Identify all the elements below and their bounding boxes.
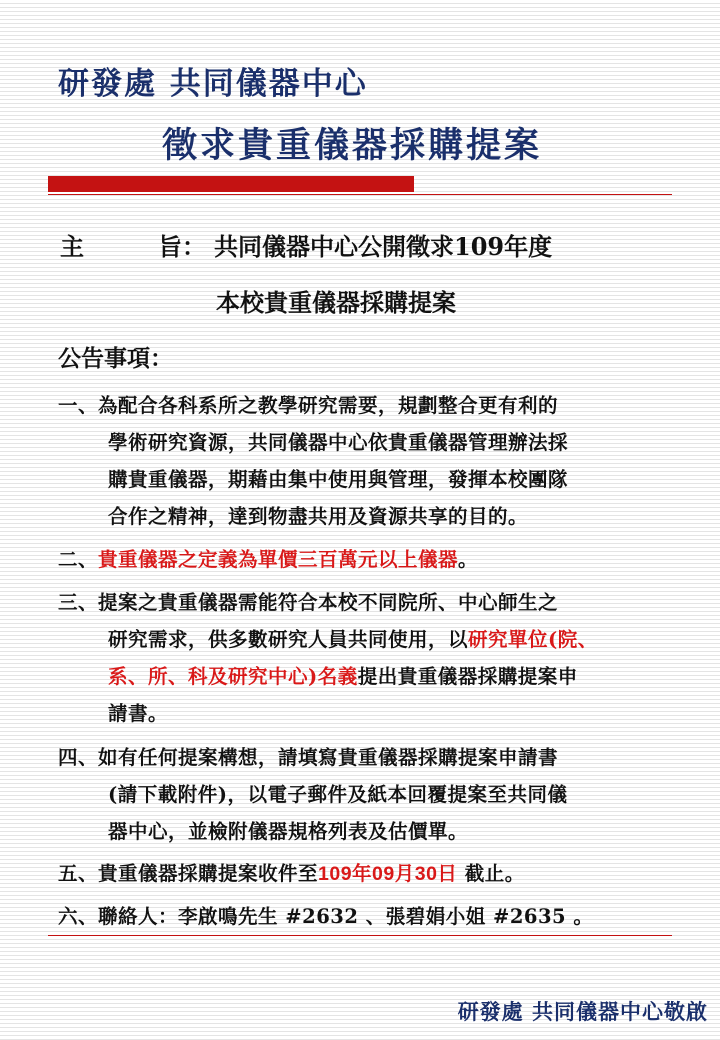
- item3-line3-text: 提出貴重儀器採購提案申: [357, 665, 578, 688]
- item1-line2: 學術研究資源，共同儀器中心依貴重儀器管理辦法採: [108, 431, 569, 454]
- item4-line3: 器中心，並檢附儀器規格列表及估價單。: [108, 820, 469, 843]
- item2-prefix: 二、: [58, 548, 99, 571]
- item2-highlight: 貴重儀器之定義為單價三百萬元以上儀器: [98, 548, 459, 571]
- divider-bottom: [48, 935, 672, 936]
- item4-line2: (請下載附件)，以電子郵件及紙本回覆提案至共同儀: [108, 783, 568, 806]
- accent-red-bar: [48, 176, 414, 192]
- header-title-line1: 研發處 共同儀器中心: [58, 66, 368, 102]
- item1-line4: 合作之精神，達到物盡共用及資源共享的目的。: [108, 505, 529, 528]
- subject-line2: 本校貴重儀器採購提案: [216, 288, 456, 317]
- item5-prefix: 五、貴重儀器採購提案收件至: [58, 862, 319, 885]
- item2-line1: [58, 544, 478, 572]
- item1-line1: 一、為配合各科系所之教學研究需要，規劃整合更有利的: [58, 394, 559, 417]
- subject-line1: 共同儀器中心公開徵求109年度: [214, 232, 553, 261]
- item5-deadline: 109年09月30日: [318, 863, 458, 885]
- subject-label-b: 旨：: [158, 232, 206, 261]
- item3-line4: 請書。: [108, 702, 169, 725]
- item3-line2-highlight: 研究單位(院、: [468, 628, 598, 651]
- item3-line2-text: 研究需求，供多數研究人員共同使用，以: [108, 628, 469, 651]
- item3-line2: [108, 624, 598, 652]
- signature: 研發處 共同儀器中心敬啟: [457, 999, 708, 1024]
- header-title-line2: 徵求貴重儀器採購提案: [162, 125, 543, 166]
- item2-suffix: 。: [458, 548, 479, 571]
- item1-line3: 購貴重儀器，期藉由集中使用與管理，發揮本校團隊: [108, 468, 569, 491]
- item5-line1: [58, 858, 525, 886]
- subject-label-a: 主: [60, 232, 84, 261]
- item3-line3-highlight: 系、所、科及研究中心)名義: [108, 665, 358, 688]
- notice-heading: 公告事項：: [58, 345, 173, 372]
- divider-top: [48, 194, 672, 195]
- item4-line1: 四、如有任何提案構想，請填寫貴重儀器採購提案申請書: [58, 746, 559, 769]
- item6-contacts: 六、聯絡人：李啟鳴先生 #2632 、張碧娟小姐 #2635 。: [58, 905, 594, 928]
- item3-line3: [108, 661, 578, 689]
- item3-line1: 三、提案之貴重儀器需能符合本校不同院所、中心師生之: [58, 591, 559, 614]
- item5-suffix: 截止。: [457, 862, 525, 885]
